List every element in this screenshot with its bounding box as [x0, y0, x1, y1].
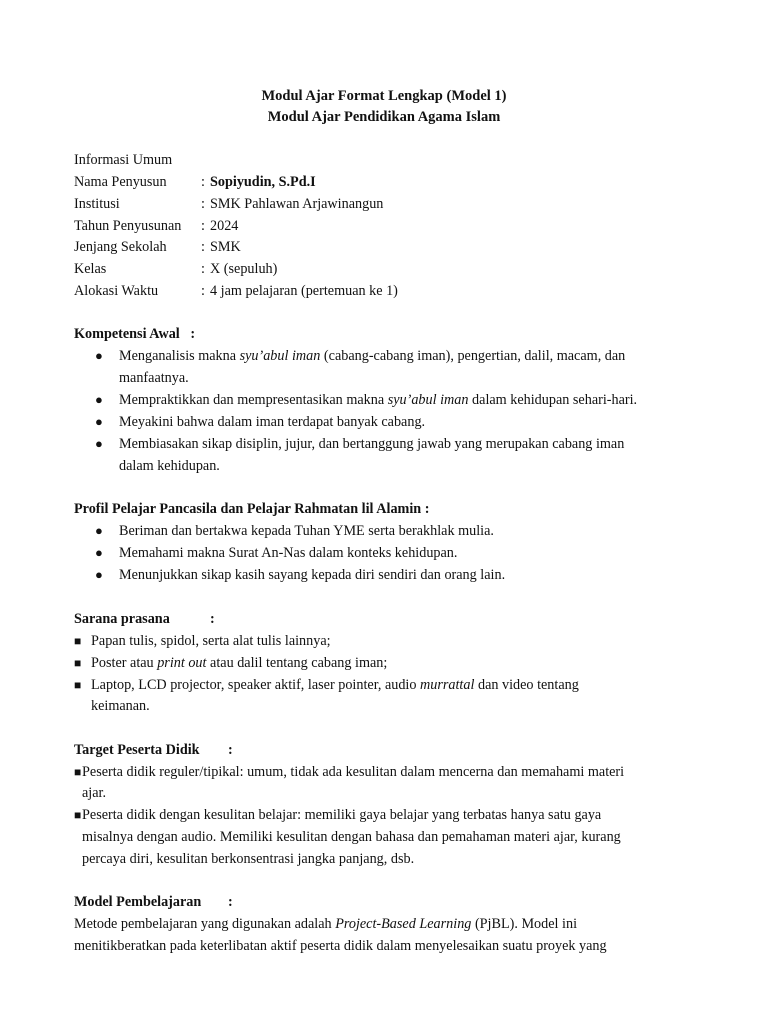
list-item-continuation: percaya diri, kesulitan berkonsentrasi jangka panjang, dsb. [82, 851, 415, 867]
model-colon: : [228, 894, 233, 910]
info-label: Tahun Penyusunan [74, 218, 182, 234]
info-label: Kelas [74, 261, 107, 277]
bullet-icon: ● [95, 436, 103, 451]
model-paragraph-line: Metode pembelajaran yang digunakan adalah Project-Based Learning (PjBL). Model ini [74, 916, 578, 932]
list-item-continuation: dalam kehidupan. [119, 458, 220, 474]
list-item: Menunjukkan sikap kasih sayang kepada diri sendiri dan orang lain. [119, 567, 506, 583]
list-item: Meyakini bahwa dalam iman terdapat banyak cabang. [119, 414, 426, 430]
info-value: 2024 [210, 218, 239, 234]
info-value: SMK Pahlawan Arjawinangun [210, 196, 384, 212]
info-label: Alokasi Waktu [74, 283, 159, 299]
info-label: Institusi [74, 196, 120, 212]
list-item: Laptop, LCD projector, speaker aktif, laser pointer, audio murrattal dan video tentang [91, 677, 579, 693]
square-bullet-icon: ■ [74, 634, 82, 648]
info-value: SMK [210, 239, 241, 255]
list-item-continuation: misalnya dengan audio. Memiliki kesulitan dengan bahasa dan pemahaman materi ajar, kurang [82, 829, 621, 845]
target-heading: Target Peserta Didik [74, 742, 200, 758]
kompetensi-heading: Kompetensi Awal : [74, 326, 196, 342]
info-value: X (sepuluh) [210, 261, 278, 277]
title-line-2: Modul Ajar Pendidikan Agama Islam [267, 109, 501, 125]
title-line-1: Modul Ajar Format Lengkap (Model 1) [261, 88, 507, 104]
list-item-continuation: keimanan. [91, 698, 150, 714]
list-item: Beriman dan bertakwa kepada Tuhan YME serta berakhlak mulia. [119, 523, 494, 539]
list-item-continuation: ajar. [82, 785, 107, 801]
model-heading: Model Pembelajaran [74, 894, 202, 910]
list-item: Peserta didik dengan kesulitan belajar: memiliki gaya belajar yang terbatas hanya satu gaya [82, 807, 602, 823]
sarana-heading: Sarana prasana [74, 611, 170, 627]
bullet-icon: ● [95, 523, 103, 538]
list-item: Peserta didik reguler/tipikal: umum, tidak ada kesulitan dalam mencerna dan memahami materi [82, 764, 625, 780]
bullet-icon: ● [95, 392, 103, 407]
info-value: 4 jam pelajaran (pertemuan ke 1) [210, 283, 398, 299]
info-colon: : [201, 196, 205, 212]
list-item: Papan tulis, spidol, serta alat tulis lainnya; [91, 633, 331, 649]
target-colon: : [228, 742, 233, 758]
list-item: Mempraktikkan dan mempresentasikan makna syu’abul iman dalam kehidupan sehari-hari. [119, 392, 638, 408]
square-bullet-icon: ■ [74, 808, 82, 822]
info-colon: : [201, 218, 205, 234]
list-item-continuation: manfaatnya. [119, 370, 189, 386]
info-colon: : [201, 261, 205, 277]
sarana-colon: : [210, 611, 215, 627]
info-label: Jenjang Sekolah [74, 239, 167, 255]
list-item: Memahami makna Surat An-Nas dalam konteks kehidupan. [119, 545, 458, 561]
bullet-icon: ● [95, 414, 103, 429]
info-colon: : [201, 283, 205, 299]
info-value: Sopiyudin, S.Pd.I [210, 174, 316, 190]
list-item: Membiasakan sikap disiplin, jujur, dan bertanggung jawab yang merupakan cabang iman [119, 436, 625, 452]
info-colon: : [201, 239, 205, 255]
square-bullet-icon: ■ [74, 678, 82, 692]
square-bullet-icon: ■ [74, 765, 82, 779]
bullet-icon: ● [95, 545, 103, 560]
bullet-icon: ● [95, 348, 103, 363]
profil-heading: Profil Pelajar Pancasila dan Pelajar Rahmatan lil Alamin : [74, 501, 430, 517]
info-label: Nama Penyusun [74, 174, 167, 190]
model-paragraph-line: menitikberatkan pada keterlibatan aktif peserta didik dalam menyelesaikan suatu proyek yang [74, 938, 607, 954]
list-item: Poster atau print out atau dalil tentang cabang iman; [91, 655, 388, 671]
square-bullet-icon: ■ [74, 656, 82, 670]
list-item: Menganalisis makna syu’abul iman (cabang-cabang iman), pengertian, dalil, macam, dan [119, 348, 626, 364]
info-colon: : [201, 174, 205, 190]
bullet-icon: ● [95, 567, 103, 582]
info-heading: Informasi Umum [74, 152, 173, 168]
